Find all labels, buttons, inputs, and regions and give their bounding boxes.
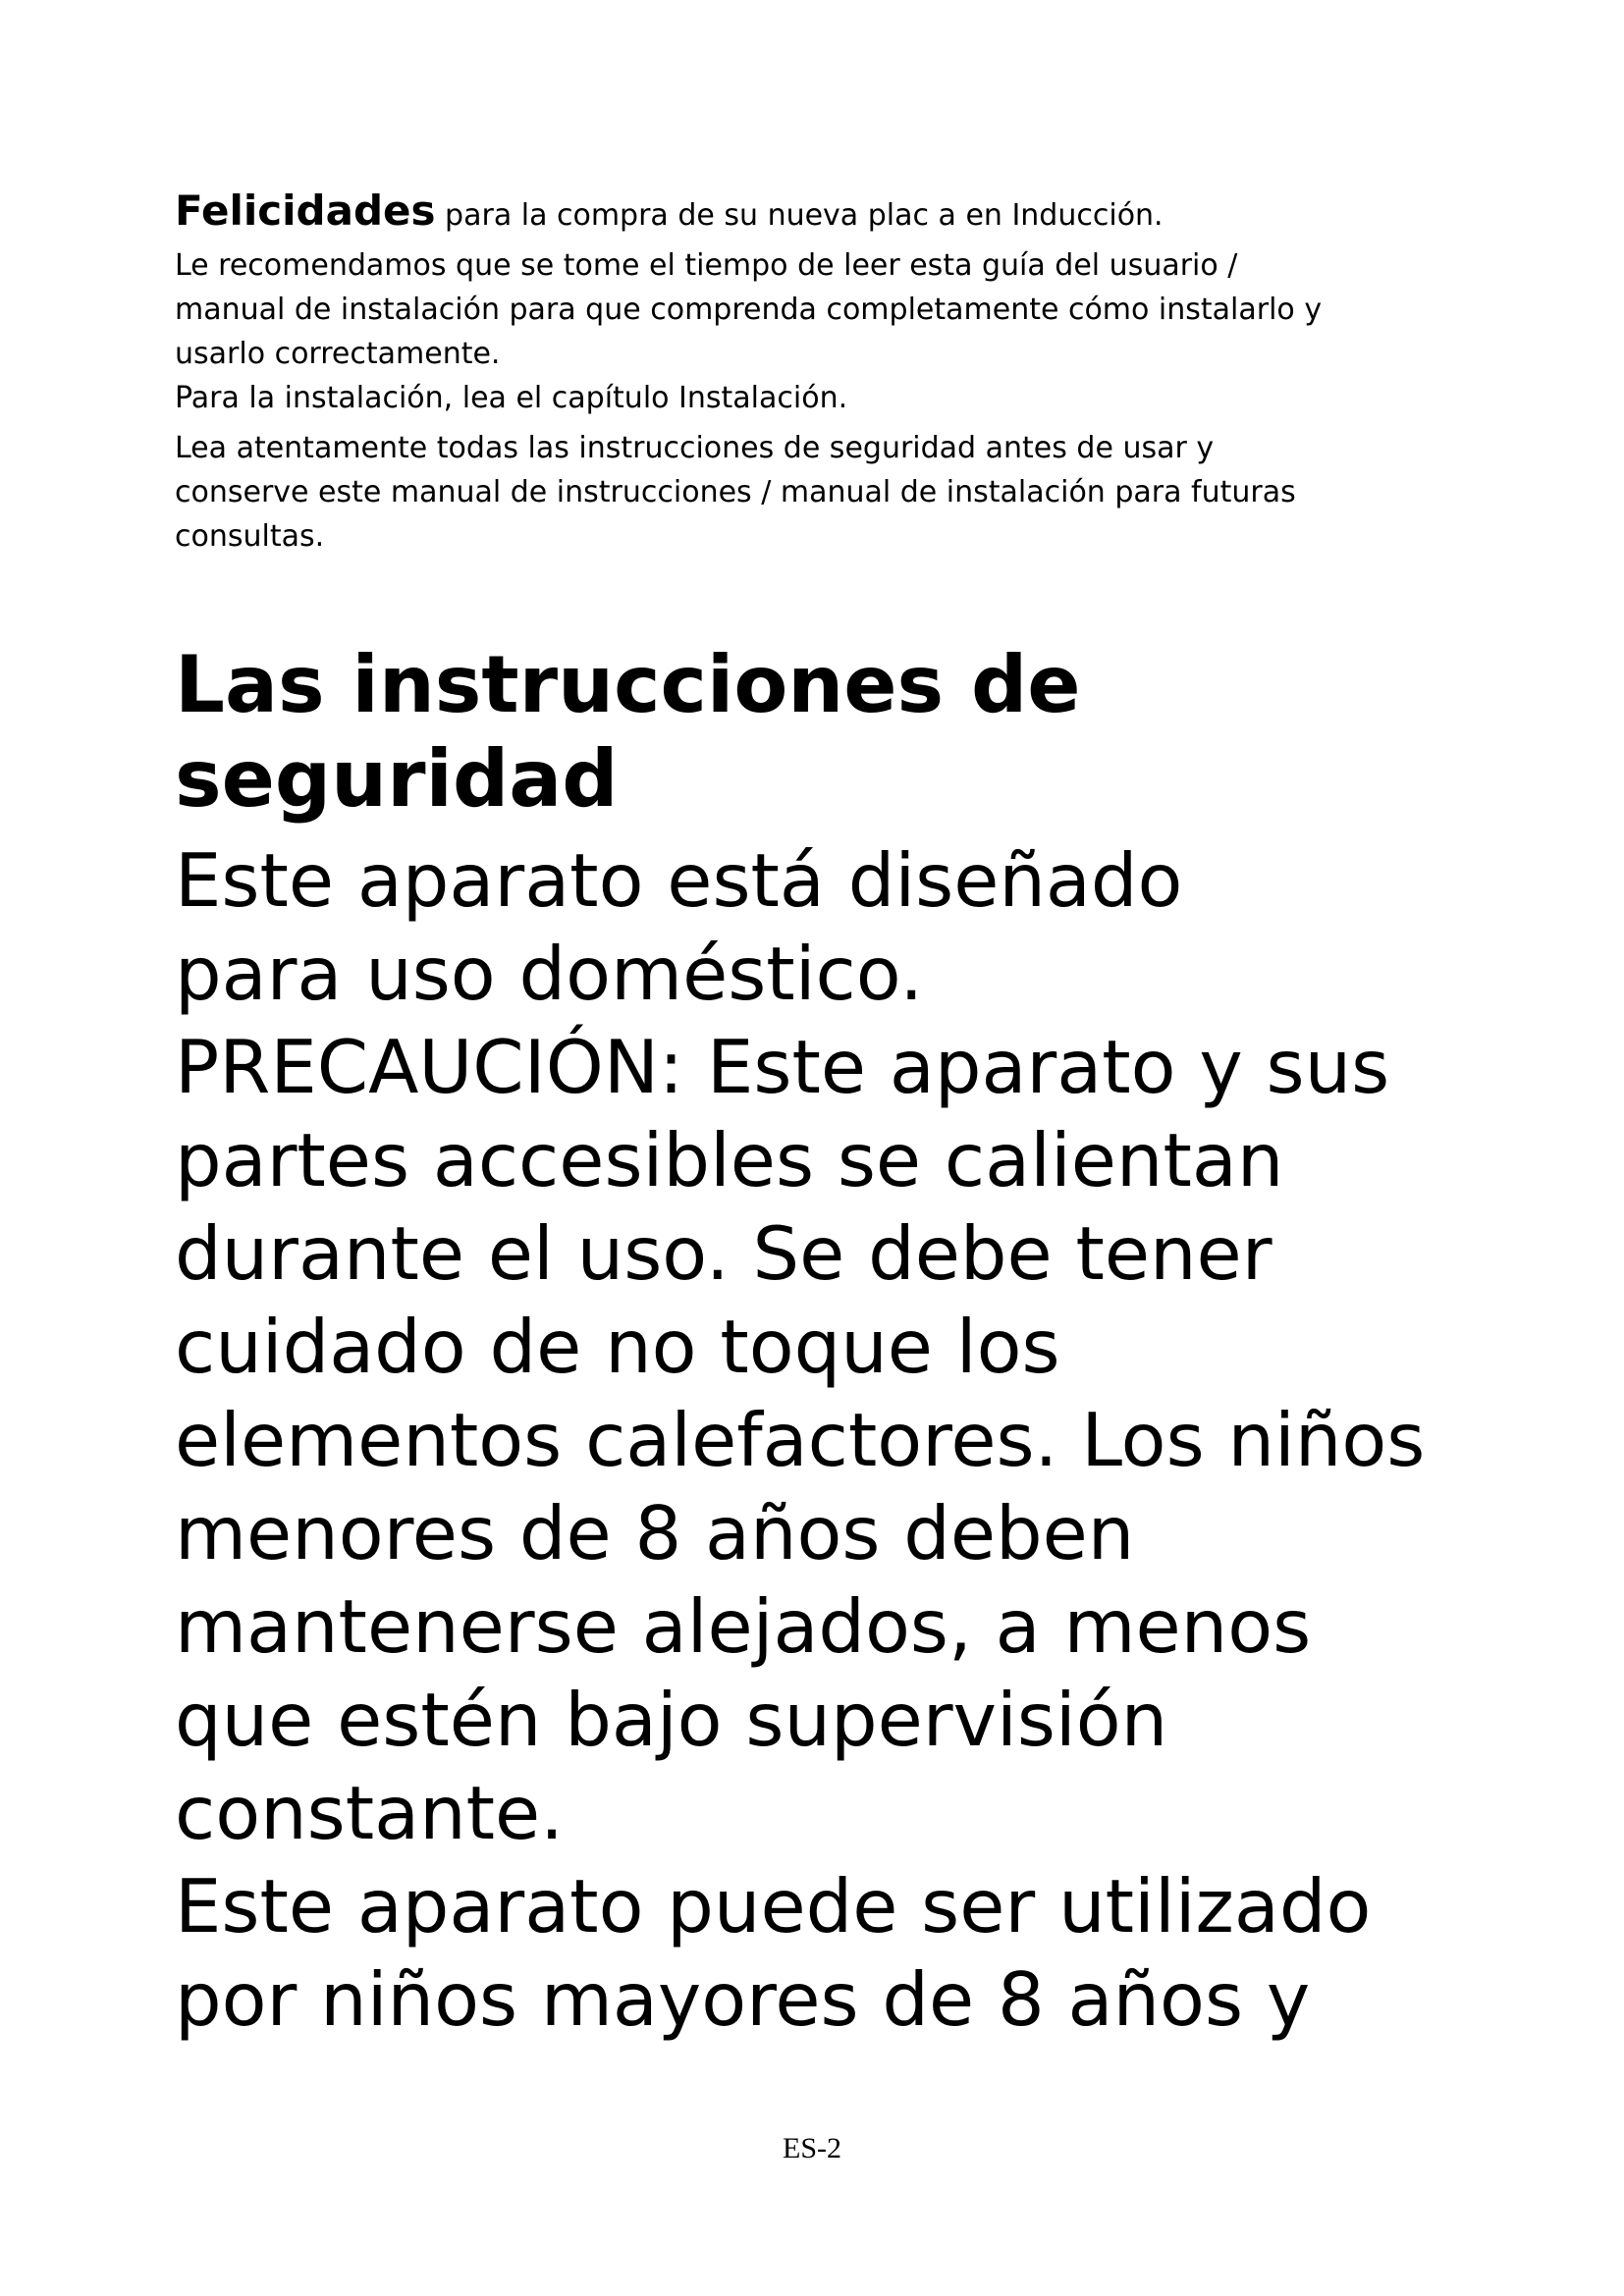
body-line: durante el uso. Se debe tener (175, 1210, 1272, 1297)
section-heading (175, 638, 1451, 827)
body-line: cuidado de no toque los (175, 1304, 1060, 1390)
body-line: partes accesibles se calientan (175, 1117, 1284, 1203)
body-line: por niños mayores de 8 años y (175, 1956, 1311, 2043)
safety-body-text (175, 834, 1549, 2047)
recommend-line-2: manual de instalación para que comprenda completamente cómo instalarlo y (175, 293, 1323, 327)
page-number: ES-2 (783, 2132, 841, 2164)
greeting-line (175, 188, 1510, 238)
body-line: Este aparato puede ser utilizado (175, 1863, 1372, 1949)
heading-line-1: Las instrucciones de (175, 639, 1081, 730)
body-line: elementos calefactores. Los niños (175, 1397, 1426, 1483)
body-line: que estén bajo supervisión (175, 1677, 1168, 1763)
body-line: menores de 8 años deben (175, 1490, 1135, 1576)
recommend-line-1: Le recomendamos que se tome el tiempo de leer esta guía del usuario / (175, 248, 1238, 283)
intro-section (175, 188, 1510, 559)
body-line: constante. (175, 1770, 565, 1856)
body-line: para uso doméstico. (175, 931, 924, 1017)
heading-line-2: seguridad (175, 733, 619, 825)
body-line: mantenerse alejados, a menos (175, 1583, 1312, 1670)
greeting-strong: Felicidades (175, 187, 436, 235)
greeting-rest: para la compra de su nueva plac a en Inducción. (435, 198, 1164, 233)
read-line-3: consultas. (175, 519, 325, 554)
read-line-1: Lea atentamente todas las instrucciones de seguridad antes de usar y (175, 431, 1215, 465)
read-line-2: conserve este manual de instrucciones / manual de instalación para futuras (175, 475, 1296, 509)
recommend-line-3: usarlo correctamente. (175, 337, 501, 371)
installation-line: Para la instalación, lea el capítulo Instalación. (175, 381, 848, 415)
body-line: Este aparato está diseñado (175, 837, 1183, 924)
body-line: PRECAUCIÓN: Este aparato y sus (175, 1024, 1390, 1110)
